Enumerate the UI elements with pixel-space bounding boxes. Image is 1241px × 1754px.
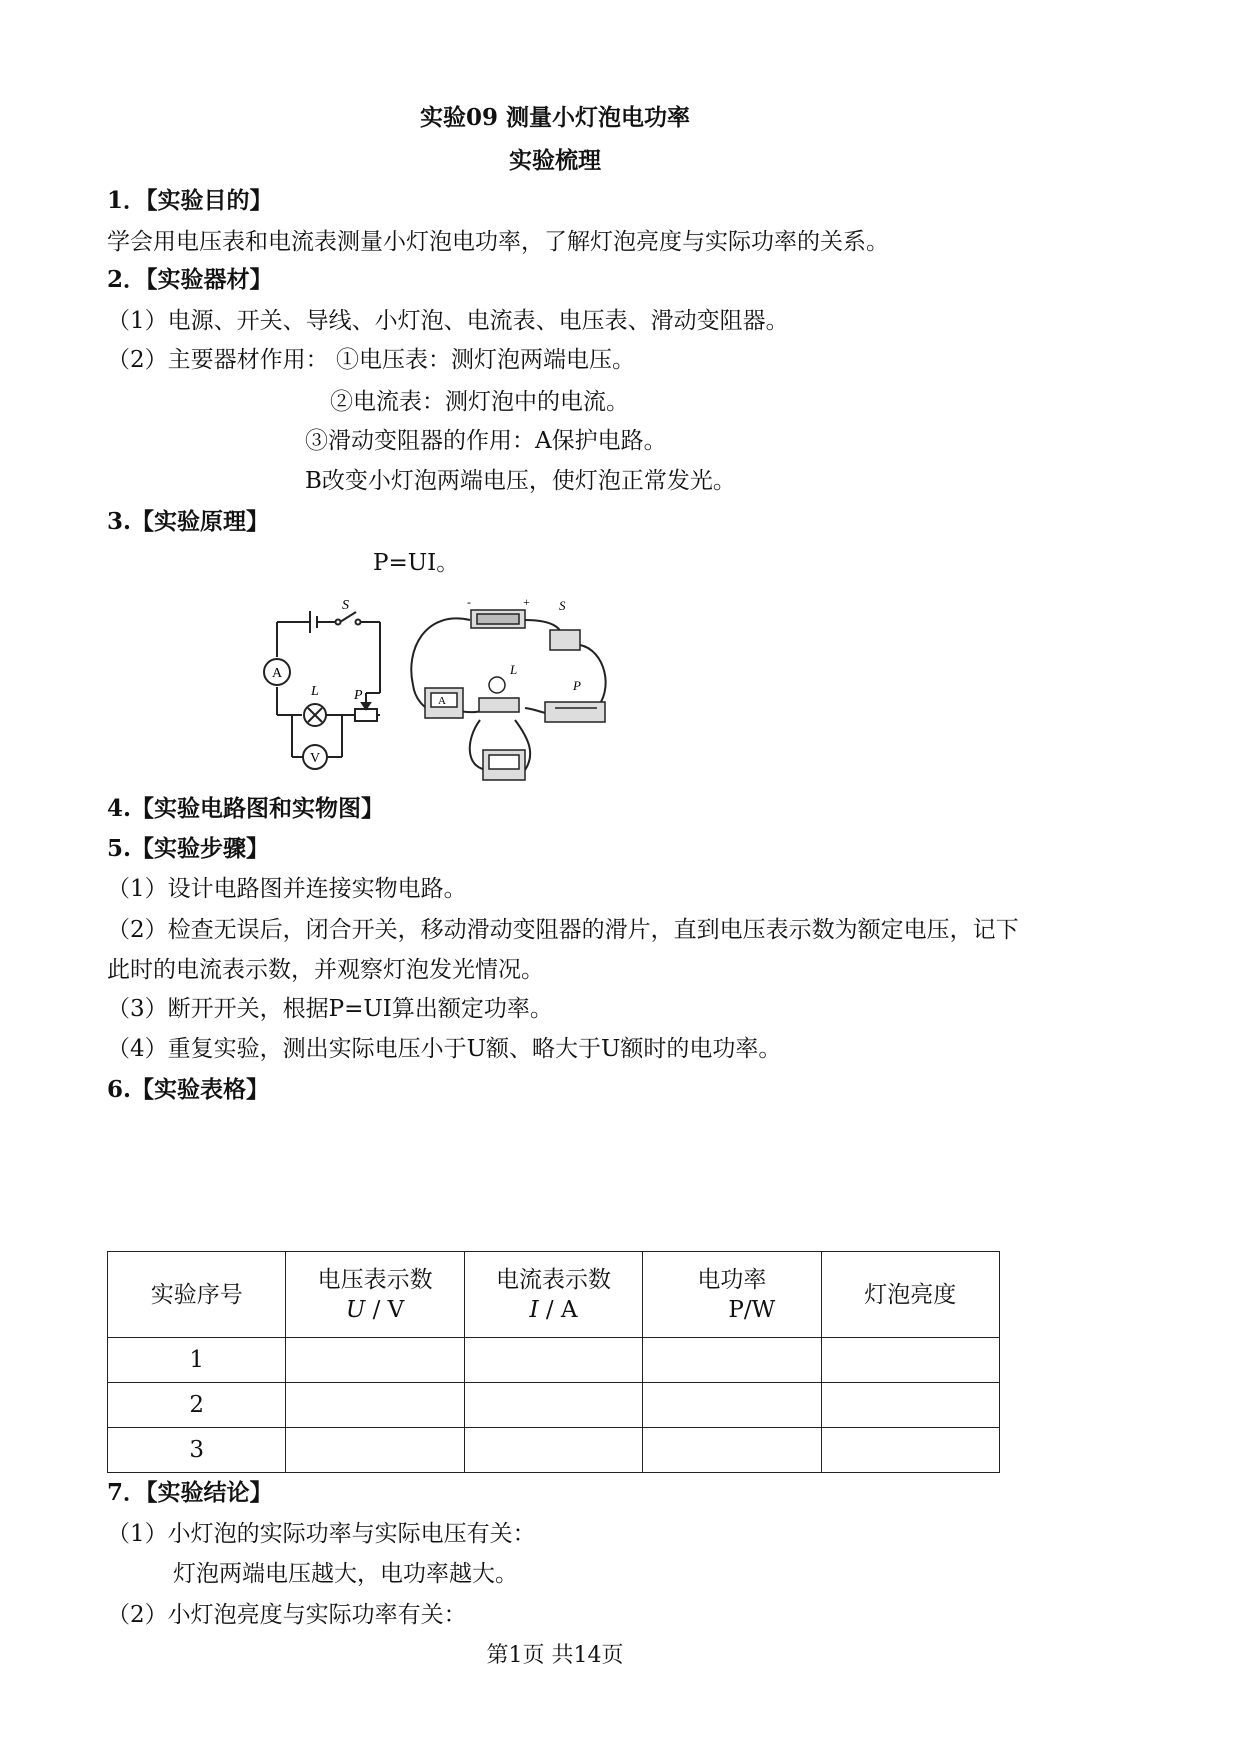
step-3: （3）断开开关，根据P=UI算出额定功率。	[107, 996, 553, 1022]
physical-slider-label: P	[573, 678, 581, 693]
physical-lamp-label: L	[510, 662, 518, 677]
section-5-heading: 5.【实验步骤】	[107, 835, 270, 862]
header-trial-number: 实验序号	[108, 1252, 286, 1338]
circuit-voltmeter-label: V	[310, 751, 321, 766]
header-brightness: 灯泡亮度	[821, 1252, 999, 1338]
page-footer: 第1页 共14页	[486, 1643, 624, 1668]
section-1-heading: 1．【实验目的】	[107, 187, 273, 214]
section-4-heading: 4.【实验电路图和实物图】	[107, 795, 385, 822]
physical-ammeter-label: A	[438, 695, 446, 707]
conclusion-1-detail: 灯泡两端电压越大，电功率越大。	[173, 1561, 518, 1587]
rheostat-role-a: ③滑动变阻器的作用：A保护电路。	[305, 428, 667, 454]
formula: P=UI。	[373, 550, 460, 576]
voltage-cell[interactable]	[286, 1338, 464, 1383]
header-voltage: 电压表示数 U / V	[286, 1252, 464, 1338]
circuit-switch-label: S	[342, 598, 349, 613]
section-1-text: 学会用电压表和电流表测量小灯泡电功率，了解灯泡亮度与实际功率的关系。	[107, 229, 889, 255]
step-1: （1）设计电路图并连接实物电路。	[107, 876, 467, 902]
physical-plus-label: +	[523, 595, 530, 609]
circuit-ammeter-label: A	[272, 666, 283, 681]
header-power: 电功率 P/W	[643, 1252, 821, 1338]
table-header-row	[108, 1252, 1000, 1338]
circuit-diagram	[262, 595, 392, 785]
circuit-slider-label: P	[354, 688, 363, 703]
trial-number-cell: 1	[108, 1338, 286, 1383]
header-current: 电流表示数 I / A	[464, 1252, 642, 1338]
step-4: （4）重复实验，测出实际电压小于U额、略大于U额时的电功率。	[107, 1036, 782, 1062]
conclusion-1: （1）小灯泡的实际功率与实际电压有关：	[107, 1521, 536, 1547]
brightness-cell[interactable]	[821, 1383, 999, 1428]
power-cell[interactable]	[643, 1383, 821, 1428]
rheostat-role-b: B改变小灯泡两端电压，使灯泡正常发光。	[305, 468, 736, 494]
current-cell[interactable]	[464, 1428, 642, 1473]
voltage-cell[interactable]	[286, 1428, 464, 1473]
current-cell[interactable]	[464, 1383, 642, 1428]
page-title: 实验09 测量小灯泡电功率	[419, 104, 690, 131]
brightness-cell[interactable]	[821, 1338, 999, 1383]
step-2-line-2: 此时的电流表示数，并观察灯泡发光情况。	[107, 957, 544, 983]
current-cell[interactable]	[464, 1338, 642, 1383]
trial-number-cell: 2	[108, 1383, 286, 1428]
section-2-heading: 2．【实验器材】	[107, 266, 273, 293]
physical-switch-label: S	[559, 598, 566, 613]
table-row	[108, 1383, 1000, 1428]
ammeter-role: ②电流表：测灯泡中的电流。	[330, 389, 629, 415]
brightness-cell[interactable]	[821, 1428, 999, 1473]
voltage-cell[interactable]	[286, 1383, 464, 1428]
section-6-heading: 6.【实验表格】	[107, 1076, 270, 1103]
table-row	[108, 1428, 1000, 1473]
section-3-heading: 3.【实验原理】	[107, 508, 270, 535]
power-cell[interactable]	[643, 1428, 821, 1473]
experiment-table	[107, 1251, 1000, 1473]
power-cell[interactable]	[643, 1338, 821, 1383]
equipment-list: （1）电源、开关、导线、小灯泡、电流表、电压表、滑动变阻器。	[107, 308, 789, 334]
trial-number-cell: 3	[108, 1428, 286, 1473]
step-2-line-1: （2）检查无误后，闭合开关，移动滑动变阻器的滑片，直到电压表示数为额定电压，记下	[107, 917, 1019, 943]
table-row	[108, 1338, 1000, 1383]
physical-minus-label: -	[467, 595, 471, 609]
conclusion-2: （2）小灯泡亮度与实际功率有关：	[107, 1602, 467, 1628]
section-7-heading: 7．【实验结论】	[107, 1479, 273, 1506]
physical-circuit-illustration	[405, 590, 620, 790]
circuit-lamp-label: L	[311, 684, 319, 699]
equipment-roles: （2）主要器材作用： ①电压表：测灯泡两端电压。	[107, 347, 635, 373]
page-subtitle: 实验梳理	[509, 147, 601, 174]
